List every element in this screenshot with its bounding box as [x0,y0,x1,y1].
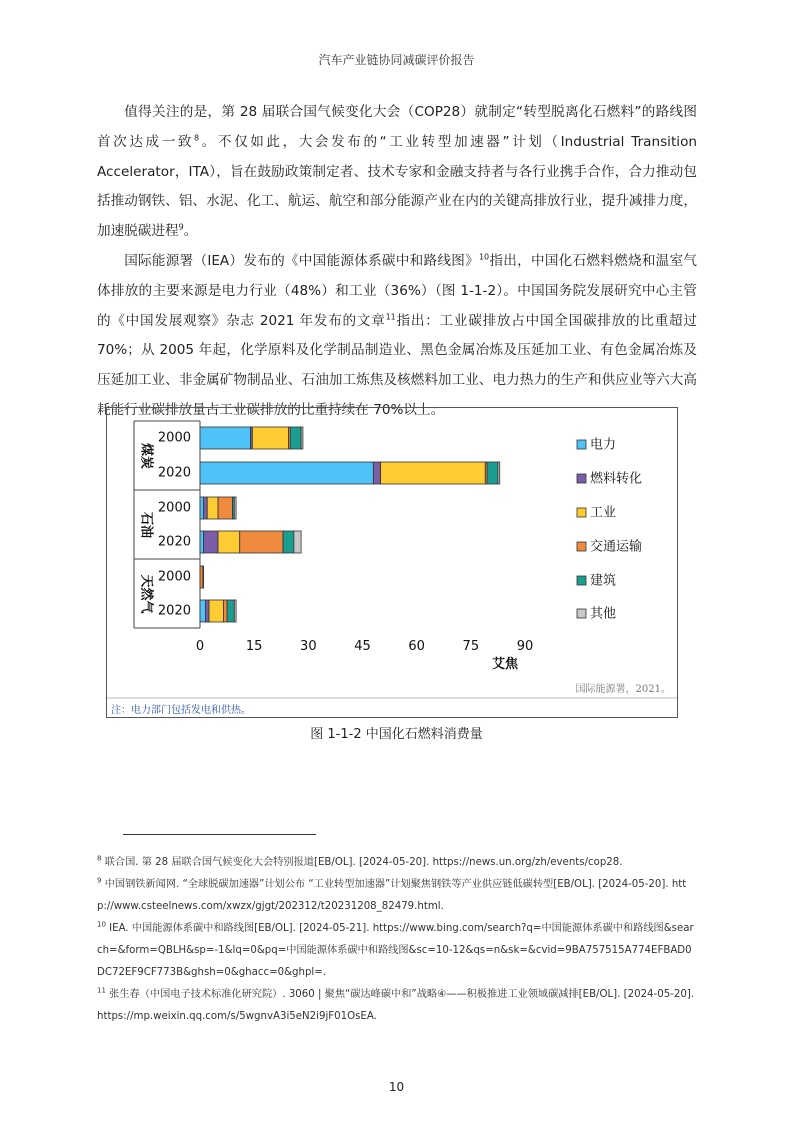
bar-segment [207,497,218,519]
page-number: 10 [388,1080,405,1094]
bar-segment [203,566,204,588]
bar-segment [227,600,234,622]
footnote-ref-8[interactable]: 8 [194,133,200,143]
legend-swatch [577,474,586,483]
row-label: 2000 [157,430,191,446]
legend-label: 交通运输 [590,539,643,555]
footnote-rule [123,834,316,835]
bar-segment [234,497,236,519]
footnote-text: 中国钢铁新闻网. “全球脱碳加速器”计划公布 “工业转型加速器”计划聚焦钢铁等产业供应链低碳转型[EB/OL]. [2024-05-20]. http://www.csteelnews.com/xwzx/gjgt/202312/t20231208_82479.html. [97,879,687,912]
footnote-11 [97,984,697,1028]
legend-label: 其他 [590,606,617,622]
p1-text-a: 值得关注的是，第 28 届联合国气候变化大会（COP28）就制定“转型脱离化石燃料”的路线图首次达成一致 [97,104,697,150]
footnote-text: 张生春（中国电子技术标准化研究院）. 3060 | 聚焦“碳达峰碳中和”战略④——积极推进工业领域碳减排[EB/OL]. [2024-05-20]. https://mp.weixin.qq.com/s/5wgnvA3i5eN2i9jF01OsEA. [97,989,695,1022]
legend-label: 燃料转化 [590,471,643,487]
footnote-marker: 8 [97,854,102,863]
bar-segment [200,566,203,588]
row-label: 2000 [157,569,191,585]
running-header: 汽车产业链协同减碳评价报告 [318,53,475,67]
body-text [97,98,697,426]
bar-segment [200,497,204,519]
figure-box [106,407,678,718]
bar-segment [252,427,288,449]
bar-segment [200,600,205,622]
x-tick-label: 0 [195,639,205,654]
legend-swatch [577,508,586,517]
paragraph-1 [97,98,697,247]
figure-caption: 图 1-1-2 中国化石燃料消费量 [310,727,483,742]
footnote-marker: 9 [97,876,102,885]
row-label: 2020 [157,465,191,481]
bar-segment [218,497,232,519]
group-label-1: 石油 [138,511,154,539]
group-label-2: 天然气 [138,574,154,614]
x-tick-label: 30 [300,639,317,654]
legend-label: 建筑 [590,573,617,589]
bar-segment [487,462,498,484]
legend-swatch [577,576,586,585]
footnote-10 [97,918,697,984]
legend-label: 工业 [590,505,617,521]
row-label: 2020 [157,534,191,550]
bar-segment [290,427,301,449]
footnote-text: 联合国. 第 28 届联合国气候变化大会特别报道[EB/OL]. [2024-05-20]. https://news.un.org/zh/events/cop28. [101,857,623,868]
group-label-0: 煤炭 [138,442,154,470]
legend-label: 电力 [590,437,617,453]
x-tick-label: 15 [245,639,263,654]
bar-segment [240,531,283,553]
bar-segment [223,600,227,622]
footnote-9 [97,874,697,918]
paragraph-2 [97,247,697,426]
legend-swatch [577,440,586,449]
x-tick-label: 90 [516,639,534,654]
p2-text-b: 指出，中国化石燃料燃烧和温室气体排放的主要来源是电力行业（48%）和工业（36%）（图 1-1-2）。中国国务院发展研究中心主管的《中国发展观察》杂志 2021 年发布的文章 [97,252,697,329]
legend-swatch [577,542,586,551]
legend-swatch [577,609,586,618]
footnote-marker: 11 [97,986,106,995]
bar-segment [294,531,301,553]
x-tick-label: 75 [462,639,480,654]
p1-text-c: 。 [183,223,198,240]
x-tick-label: 60 [408,639,425,654]
note-text: 注：电力部门包括发电和供热。 [111,705,251,716]
x-tick-label: 45 [354,639,371,654]
bar-segment [209,600,223,622]
bar-segment [204,497,208,519]
bar-segment [204,531,218,553]
bar-segment [498,462,500,484]
bar-segment [283,531,294,553]
footnote-8 [97,852,697,874]
bar-segment [200,427,251,449]
p2-text-c: 指出：工业碳排放占中国全国碳排放的比重超过 70%；从 2005 年起，化学原料及化学制品制造业、黑色金属冶炼及压延加工业、有色金属冶炼及压延加工业、非金属矿物制品业、石油加工炼焦及核燃料加工业、电力热力的生产和供应业等六大高耗能行业碳排放量占工业碳排放的比重持续在 70%以上。 [97,312,697,418]
footnote-ref-9[interactable]: 9 [178,222,184,232]
bar-segment [200,531,204,553]
bar-segment [218,531,240,553]
fossil-fuel-chart [107,408,677,717]
footnote-text: IEA. 中国能源体系碳中和路线图[EB/OL]. [2024-05-21]. https://www.bing.com/search?q=中国能源体系碳中和路线图&search=&form=QBLH&sp=-1&lq=0&pq=中国能源体系碳中和路线图&sc=10-12&qs=n&sk=&cvid=9BA757515A774EFBAD0DC72EF9CF773B&ghsh=0&ghacc=0&ghpl=. [97,923,694,978]
row-label: 2020 [157,603,191,619]
source-text: 国际能源署，2021。 [575,684,671,695]
p1-text-b: 。不仅如此，大会发布的“工业转型加速器”计划（Industrial Transition Accelerator，ITA），旨在鼓励政策制定者、技术专家和金融支持者与各行业携手合作，合力推动包括推动钢铁、铝、水泥、化工、航运、航空和部分能源产业在内的关键高排放行业，提升减排力度，加速脱碳进程 [97,133,697,240]
footnote-ref-10[interactable]: 10 [478,252,490,262]
bar-segment [373,462,380,484]
bar-segment [301,427,303,449]
x-axis-label: 艾焦 [491,657,519,672]
row-label: 2000 [157,500,191,516]
bar-segment [205,600,209,622]
bar-segment [234,600,236,622]
footnotes [97,852,697,1028]
p2-text-a: 国际能源署（IEA）发布的《中国能源体系碳中和路线图》 [124,252,479,269]
bar-segment [381,462,486,484]
footnote-marker: 10 [97,920,106,929]
footnote-ref-11[interactable]: 11 [385,312,396,322]
bar-segment [200,462,373,484]
